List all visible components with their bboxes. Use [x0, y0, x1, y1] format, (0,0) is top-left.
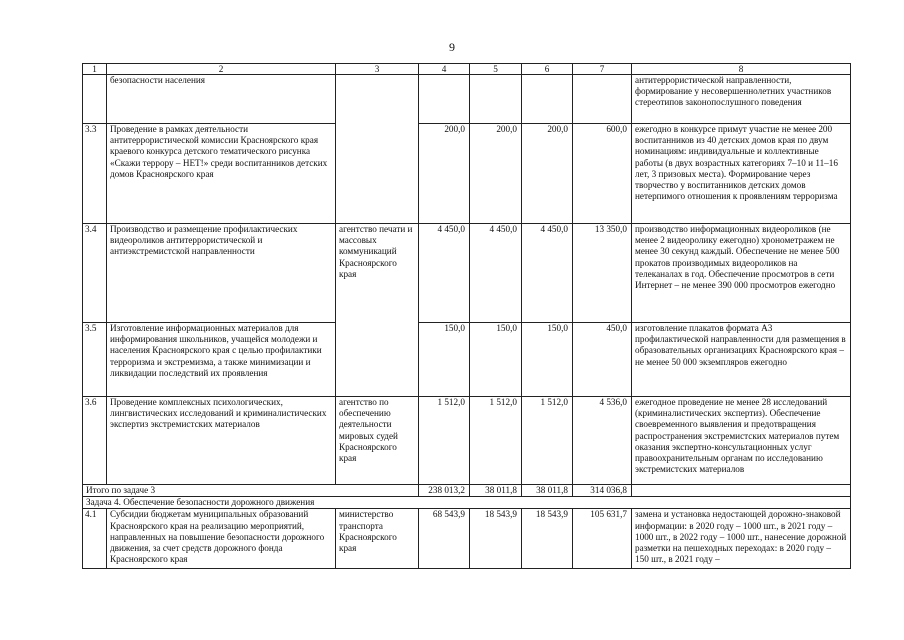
executor: министерство транспорта Красноярского края	[336, 509, 419, 569]
col-header-7: 7	[573, 64, 632, 75]
value-2020: 150,0	[419, 323, 470, 397]
table-row	[83, 224, 851, 323]
measure-name: Изготовление информационных материалов для информирования школьников, учащейся молодежи и населения Красноярского края с целью профилактики терроризма и экстремизма, а также минимизации и ликвидации последствий их проявления	[107, 323, 336, 397]
value-2020: 68 543,9	[419, 509, 470, 569]
value-total: 450,0	[573, 323, 632, 397]
value-2021: 4 450,0	[470, 224, 522, 323]
value-2022: 1 512,0	[522, 397, 573, 485]
col-header-3: 3	[336, 64, 419, 75]
table-header-row	[83, 64, 851, 75]
col-header-2: 2	[107, 64, 336, 75]
total-2022: 38 011,8	[522, 485, 573, 497]
measure-name: Субсидии бюджетам муниципальных образований Красноярского края на реализацию мероприятий, направленных на повышение безопасности дорожного движения, за счет средств дорожного фонда Красноярского края	[107, 509, 336, 569]
value-2022	[522, 75, 573, 124]
value-2022: 200,0	[522, 124, 573, 224]
measure-name: Производство и размещение профилактических видеороликов антитеррористической и антиэкстремистской направленности	[107, 224, 336, 323]
expected-result: антитеррористической направленности, формирование у несовершеннолетних участников стереотипов законопослушного поведения	[632, 75, 851, 124]
row-number	[83, 75, 107, 124]
total-label: Итого по задаче 3	[83, 485, 419, 497]
measure-name: безопасности населения	[107, 75, 336, 124]
value-total: 13 350,0	[573, 224, 632, 323]
row-number: 3.4	[83, 224, 107, 323]
value-total: 600,0	[573, 124, 632, 224]
col-header-8: 8	[632, 64, 851, 75]
expected-result: изготовление плакатов формата А3 профилактической направленности для размещения в образовательных организациях Красноярского края – не менее 50 000 экземпляров ежегодно	[632, 323, 851, 397]
measures-table	[82, 63, 851, 569]
col-header-1: 1	[83, 64, 107, 75]
col-header-5: 5	[470, 64, 522, 75]
value-2020: 200,0	[419, 124, 470, 224]
table-row	[83, 323, 851, 397]
executor: агентство по обеспечению деятельности мировых судей Красноярского края	[336, 397, 419, 485]
value-total	[573, 75, 632, 124]
row-number: 4.1	[83, 509, 107, 569]
total-result	[632, 485, 851, 497]
value-2021: 150,0	[470, 323, 522, 397]
value-2020: 1 512,0	[419, 397, 470, 485]
row-number: 3.6	[83, 397, 107, 485]
table-row	[83, 124, 851, 224]
measure-name: Проведение в рамках деятельности антитеррористической комиссии Красноярского края краевого конкурса детского тематического рисунка «Скажи террору – НЕТ!» среди воспитанников детских домов Красноярского края	[107, 124, 336, 224]
executor: агентство печати и массовых коммуникаций Красноярского края	[336, 224, 419, 323]
executor	[336, 323, 419, 397]
task-heading: Задача 4. Обеспечение безопасности дорожного движения	[83, 497, 851, 509]
value-2021	[470, 75, 522, 124]
value-2022: 18 543,9	[522, 509, 573, 569]
col-header-6: 6	[522, 64, 573, 75]
value-2021: 200,0	[470, 124, 522, 224]
value-total: 105 631,7	[573, 509, 632, 569]
total-2020: 238 013,2	[419, 485, 470, 497]
expected-result: ежегодное проведение не менее 28 исследований (криминалистических экспертиз). Обеспечение своевременного выявления и предотвращения распространения экстремистских материалов путем оказания экспертно-консультационных услуг правоохранительным органам по исследованию экстремистских материалов	[632, 397, 851, 485]
table-row	[83, 509, 851, 569]
table-row	[83, 397, 851, 485]
value-2022: 150,0	[522, 323, 573, 397]
executor	[336, 124, 419, 224]
total-row	[83, 485, 851, 497]
executor	[336, 75, 419, 124]
total-2021: 38 011,8	[470, 485, 522, 497]
page-number: 9	[449, 40, 455, 54]
table-row	[83, 75, 851, 124]
row-number: 3.3	[83, 124, 107, 224]
value-total: 4 536,0	[573, 397, 632, 485]
col-header-4: 4	[419, 64, 470, 75]
row-number: 3.5	[83, 323, 107, 397]
value-2021: 1 512,0	[470, 397, 522, 485]
total-sum: 314 036,8	[573, 485, 632, 497]
expected-result: замена и установка недостающей дорожно-знаковой информации: в 2020 году – 1000 шт., в 2021 году – 1000 шт., в 2022 году – 1000 шт., нанесение дорожной разметки на пешеходных переходах: в 2020 году – 150 шт., в 2021 году –	[632, 509, 851, 569]
value-2022: 4 450,0	[522, 224, 573, 323]
task-heading-row	[83, 497, 851, 509]
value-2020: 4 450,0	[419, 224, 470, 323]
expected-result: производство информационных видеороликов (не менее 2 видеоролику ежегодно) хронометражем не менее 30 секунд каждый. Обеспечение не менее 500 прокатов производимых видеороликов на телеканалах в год. Обеспечение просмотров в сети Интернет – не менее 390 000 просмотров ежегодно	[632, 224, 851, 323]
measure-name: Проведение комплексных психологических, лингвистических исследований и криминалистических экспертиз экстремистских материалов	[107, 397, 336, 485]
value-2021: 18 543,9	[470, 509, 522, 569]
expected-result: ежегодно в конкурсе примут участие не менее 200 воспитанников из 40 детских домов края по двум номинациям: индивидуальные и коллективные работы (в двух возрастных категориях 7–10 и 11–16 лет, 3 призовых места). Формирование через творчество у воспитанников детских домов нетерпимого отношения к проявлениям терроризма	[632, 124, 851, 224]
value-2020	[419, 75, 470, 124]
